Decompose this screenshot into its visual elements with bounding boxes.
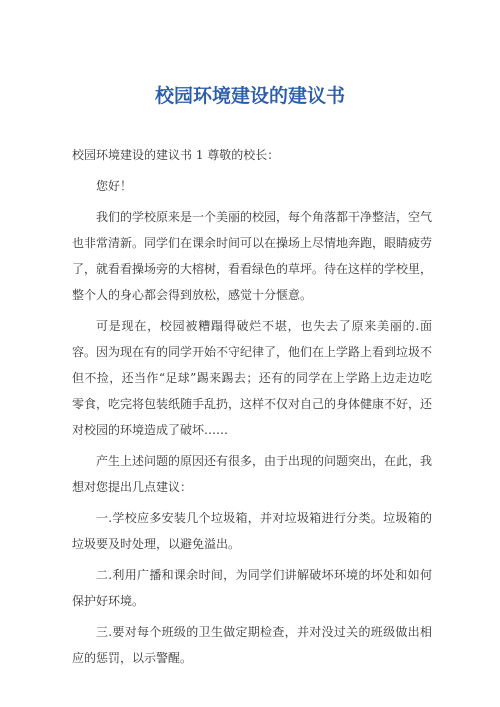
paragraph: 可是现在，校园被糟蹋得破烂不堪，也失去了原来美丽的.面容。因为现在有的同学开始不守纪律了，他们在上学路上看到垃圾不但不捡，还当作“足球”踢来踢去；还有的同学在上学路上边走边吃零食，吃完将包装纸随手乱扔，这样不仅对自己的身体健康不好，还对校园的环境造成了破坏…… — [72, 319, 433, 437]
document-title: 校园环境建设的建议书 — [154, 85, 345, 107]
paragraph: 产生上述问题的原因还有很多，由于出现的问题突出，在此，我想对您提出几点建议： — [72, 454, 433, 494]
document-body — [72, 142, 432, 671]
greeting: 您好！ — [96, 179, 133, 193]
suggestion-item: 三.要对每个班级的卫生做定期检查，并对没过关的班级做出相应的惩罚，以示警醒。 — [72, 625, 432, 665]
paragraph: 我们的学校原来是一个美丽的校园，每个角落都干净整洁，空气也非常清新。同学们在课余时间可以在操场上尽情地奔跑，眼睛疲劳了，就看看操场旁的大榕树，看看绿色的草坪。待在这样的学校里，整个人的身心都会得到放松，感觉十分惬意。 — [72, 210, 433, 302]
suggestion-item: 一.学校应多安装几个垃圾箱，并对垃圾箱进行分类。垃圾箱的垃圾要及时处理，以避免溢出。 — [72, 511, 432, 551]
suggestion-item: 二.利用广播和课余时间，为同学们讲解破坏环境的坏处和如何保护好环境。 — [72, 568, 432, 608]
intro-line: 校园环境建设的建议书 1 尊敬的校长： — [72, 148, 280, 162]
